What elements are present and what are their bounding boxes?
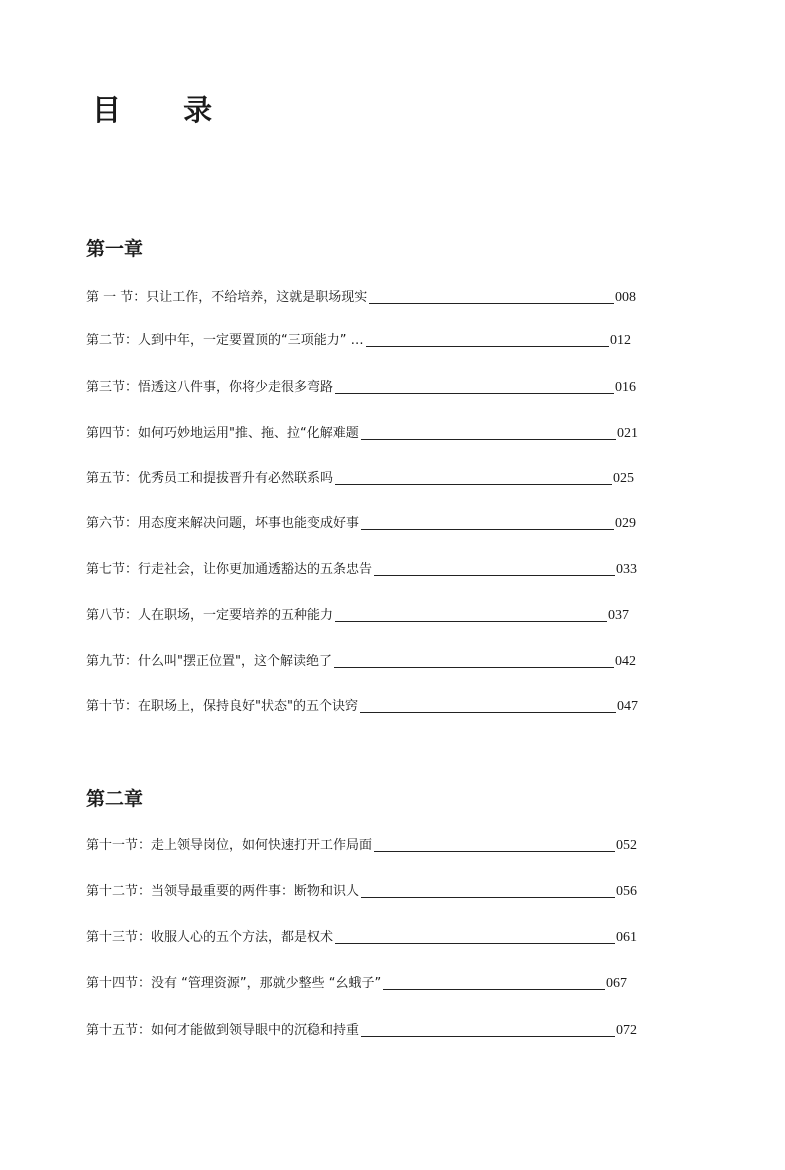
toc-leader-line [335, 393, 614, 394]
toc-leader-line [361, 1036, 615, 1037]
toc-leader-line [361, 439, 616, 440]
toc-page-number: 012 [610, 333, 631, 348]
toc-leader-line [361, 529, 614, 530]
toc-page-number: 037 [608, 608, 629, 623]
toc-leader-line [334, 667, 614, 668]
toc-page-number: 029 [615, 516, 636, 531]
toc-entry[interactable] [86, 512, 636, 532]
toc-leader-line [361, 897, 615, 898]
toc-entry-title: 第四节：如何巧妙地运用"推、拖、拉“化解难题 [86, 426, 359, 441]
page-title: 目 录 [92, 93, 239, 127]
toc-page-number: 072 [616, 1023, 637, 1038]
toc-page-number: 056 [616, 884, 637, 899]
toc-page-number: 021 [617, 426, 638, 441]
toc-entry[interactable] [86, 329, 631, 349]
toc-entry-title: 第十节：在职场上，保持良好"状态"的五个诀窍 [86, 699, 358, 714]
toc-entry[interactable] [86, 834, 637, 854]
toc-entry-title: 第六节：用态度来解决问题，坏事也能变成好事 [86, 516, 360, 531]
toc-leader-line [374, 575, 615, 576]
toc-page-number: 061 [616, 930, 637, 945]
toc-leader-line [374, 851, 615, 852]
toc-entry[interactable] [86, 376, 636, 396]
toc-page-number: 033 [616, 562, 637, 577]
toc-page-number: 047 [617, 699, 638, 714]
toc-entry[interactable] [86, 604, 629, 624]
toc-leader-line [360, 712, 616, 713]
toc-entry[interactable] [86, 695, 638, 715]
toc-entry[interactable] [86, 1019, 637, 1039]
toc-page-number: 016 [615, 380, 636, 395]
toc-leader-line [335, 943, 615, 944]
toc-entry-title: 第二节：人到中年，一定要置顶的“三项能力” … [86, 333, 364, 348]
toc-entry-title: 第三节：悟透这八件事，你将少走很多弯路 [86, 380, 334, 395]
chapter-heading: 第一章 [86, 238, 144, 260]
toc-entry-title: 第十二节：当领导最重要的两件事：断物和识人 [86, 884, 360, 899]
toc-entry[interactable] [86, 972, 627, 992]
toc-page-number: 067 [606, 976, 627, 991]
toc-entry-title: 第十一节：走上领导岗位，如何快速打开工作局面 [86, 838, 373, 853]
toc-entry[interactable] [86, 650, 636, 670]
toc-entry-title: 第十三节：收服人心的五个方法，都是权术 [86, 930, 334, 945]
toc-entry[interactable] [86, 467, 634, 487]
toc-page-number: 008 [615, 290, 636, 305]
toc-entry-title: 第九节：什么叫"摆正位置"，这个解读绝了 [86, 654, 332, 669]
toc-leader-line [366, 346, 609, 347]
toc-entry-title: 第五节：优秀员工和提拔晋升有必然联系吗 [86, 471, 334, 486]
toc-leader-line [335, 484, 612, 485]
toc-leader-line [383, 989, 605, 990]
toc-page-number: 042 [615, 654, 636, 669]
toc-leader-line [335, 621, 607, 622]
toc-entry-title: 第十五节：如何才能做到领导眼中的沉稳和持重 [86, 1023, 360, 1038]
toc-entry-title: 第 一 节：只让工作，不给培养，这就是职场现实 [86, 290, 368, 305]
toc-entry[interactable] [86, 558, 637, 578]
toc-page-number: 025 [613, 471, 634, 486]
toc-entry[interactable] [86, 422, 638, 442]
toc-entry[interactable] [86, 286, 636, 306]
toc-entry[interactable] [86, 926, 637, 946]
toc-entry-title: 第十四节：没有 “管理资源”，那就少整些 “幺蛾子” [86, 976, 382, 991]
toc-leader-line [369, 303, 614, 304]
toc-entry-title: 第七节：行走社会，让你更加通透豁达的五条忠告 [86, 562, 373, 577]
toc-entry-title: 第八节：人在职场，一定要培养的五种能力 [86, 608, 334, 623]
toc-entry[interactable] [86, 880, 637, 900]
toc-page-number: 052 [616, 838, 637, 853]
chapter-heading: 第二章 [86, 788, 144, 810]
